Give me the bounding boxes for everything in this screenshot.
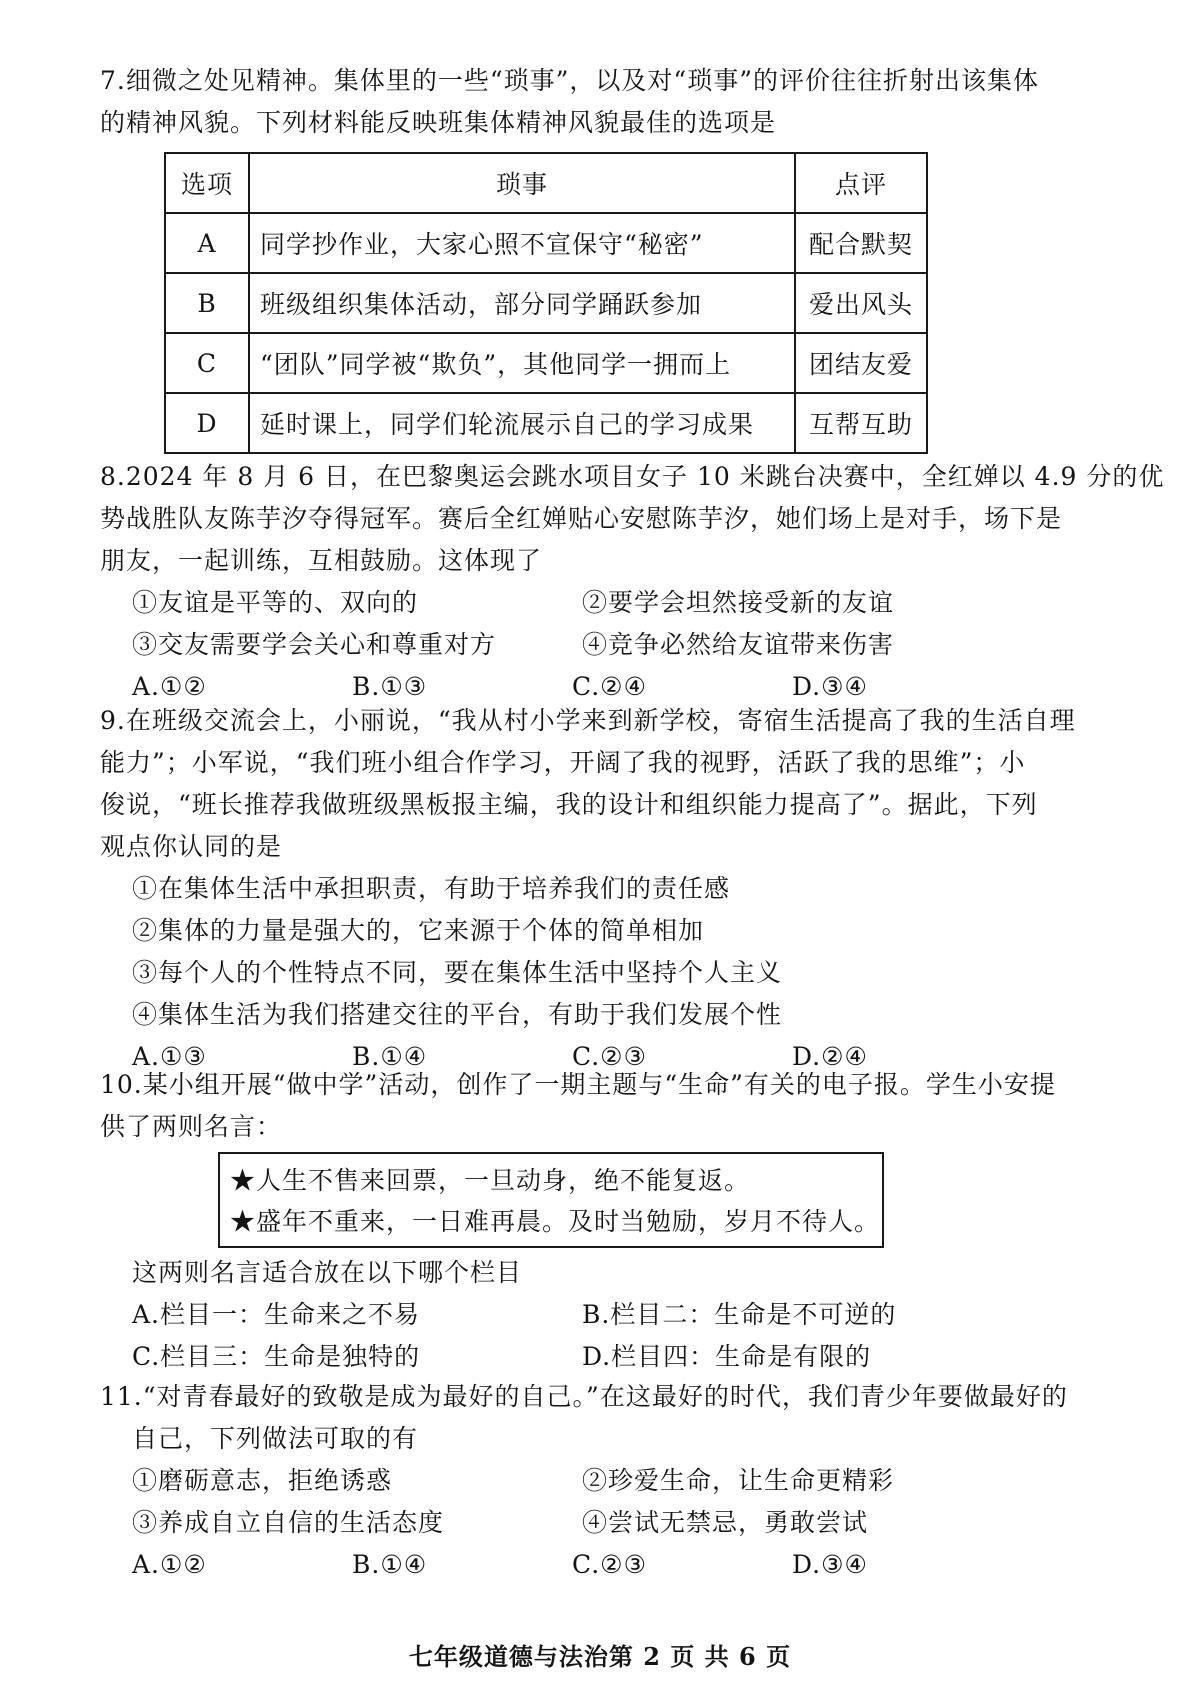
q11-statement-3: ③养成自立自信的生活态度 bbox=[132, 1508, 445, 1537]
q11-option-a[interactable]: A.①② bbox=[132, 1550, 207, 1579]
q11-option-c[interactable]: C.②③ bbox=[572, 1550, 648, 1579]
table-cell-matter: 班级组织集体活动，部分同学踊跃参加 bbox=[249, 273, 795, 333]
page-footer: 七年级道德与法治第 2 页 共 6 页 bbox=[408, 1642, 792, 1671]
q9-stem-line-4: 观点你认同的是 bbox=[100, 832, 283, 861]
q9-statement-3: ③每个人的个性特点不同，要在集体生活中坚持个人主义 bbox=[132, 958, 783, 987]
table-cell-comment: 爱出风头 bbox=[795, 273, 927, 333]
q10-question: 这两则名言适合放在以下哪个栏目 bbox=[132, 1258, 523, 1287]
q11-statement-row-1 bbox=[100, 1460, 1110, 1502]
q9-option-a[interactable]: A.①③ bbox=[132, 1042, 207, 1071]
q7-table bbox=[164, 152, 928, 454]
table-cell-comment: 互帮互助 bbox=[795, 393, 927, 453]
q10-option-row-1 bbox=[100, 1294, 1110, 1336]
q8-statement-1: ①友谊是平等的、双向的 bbox=[132, 588, 419, 617]
q10-option-row-2 bbox=[100, 1336, 1110, 1378]
q10-stem-line-1: 10.某小组开展“做中学”活动，创作了一期主题与“生命”有关的电子报。学生小安提 bbox=[100, 1070, 1056, 1099]
table-header-matter: 琐事 bbox=[249, 153, 795, 213]
table-row bbox=[165, 393, 927, 453]
table-header-option: 选项 bbox=[165, 153, 249, 213]
table-row bbox=[165, 213, 927, 273]
q8-stem-line-2: 势战胜队友陈芋汐夺得冠军。赛后全红婵贴心安慰陈芋汐，她们场上是对手，场下是 bbox=[100, 504, 1063, 533]
table-cell-comment: 配合默契 bbox=[795, 213, 927, 273]
question-10 bbox=[100, 1064, 1110, 1148]
q9-stem-line-1: 9.在班级交流会上，小丽说，“我从村小学来到新学校，寄宿生活提高了我的生活自理 bbox=[100, 706, 1076, 735]
table-cell-option: B bbox=[165, 273, 249, 333]
q11-stem-line-1: 11.“对青春最好的致敬是成为最好的自己。”在这最好的时代，我们青少年要做最好的 bbox=[100, 1382, 1068, 1411]
q8-statement-row-1 bbox=[100, 582, 1110, 624]
q11-statement-4: ④尝试无禁忌，勇敢尝试 bbox=[582, 1508, 869, 1537]
table-header-comment: 点评 bbox=[795, 153, 927, 213]
q10-option-b[interactable]: B.栏目二：生命是不可逆的 bbox=[582, 1300, 897, 1329]
table-cell-comment: 团结友爱 bbox=[795, 333, 927, 393]
q8-option-d[interactable]: D.③④ bbox=[792, 672, 868, 701]
q10-quote-1: ★人生不售来回票，一旦动身，绝不能复返。 bbox=[230, 1166, 751, 1195]
table-cell-matter: “团队”同学被“欺负”，其他同学一拥而上 bbox=[249, 333, 795, 393]
q8-option-b[interactable]: B.①③ bbox=[352, 672, 428, 701]
q10-option-a[interactable]: A.栏目一：生命来之不易 bbox=[132, 1300, 421, 1329]
q11-statement-1: ①磨砺意志，拒绝诱惑 bbox=[132, 1466, 393, 1495]
q8-option-c[interactable]: C.②④ bbox=[572, 672, 648, 701]
table-cell-option: C bbox=[165, 333, 249, 393]
q10-option-d[interactable]: D.栏目四：生命是有限的 bbox=[582, 1342, 872, 1371]
q11-option-b[interactable]: B.①④ bbox=[352, 1550, 428, 1579]
q10-quote-2: ★盛年不重来，一日难再晨。及时当勉励，岁月不待人。 bbox=[230, 1207, 881, 1236]
q9-statement-1: ①在集体生活中承担职责，有助于培养我们的责任感 bbox=[132, 874, 731, 903]
table-row bbox=[165, 273, 927, 333]
q11-statement-row-2 bbox=[100, 1502, 1110, 1544]
q7-stem-line-1: 7.细微之处见精神。集体里的一些“琐事”，以及对“琐事”的评价往往折射出该集体 bbox=[100, 66, 1039, 95]
question-8 bbox=[100, 456, 1165, 708]
question-9 bbox=[100, 700, 1110, 1078]
table-cell-matter: 延时课上，同学们轮流展示自己的学习成果 bbox=[249, 393, 795, 453]
q9-stem-line-3: 俊说，“班长推荐我做班级黑板报主编，我的设计和组织能力提高了”。据此，下列 bbox=[100, 790, 1038, 819]
table-header-row bbox=[165, 153, 927, 213]
q8-option-a[interactable]: A.①② bbox=[132, 672, 207, 701]
q9-option-b[interactable]: B.①④ bbox=[352, 1042, 428, 1071]
question-10-body bbox=[100, 1252, 1110, 1378]
question-7 bbox=[100, 60, 1110, 144]
q7-stem-line-2: 的精神风貌。下列材料能反映班集体精神风貌最佳的选项是 bbox=[100, 108, 777, 137]
q9-option-c[interactable]: C.②③ bbox=[572, 1042, 648, 1071]
question-11 bbox=[100, 1376, 1110, 1586]
q9-statement-4: ④集体生活为我们搭建交往的平台，有助于我们发展个性 bbox=[132, 1000, 783, 1029]
q11-options bbox=[100, 1544, 1110, 1586]
q8-stem-line-3: 朋友，一起训练，互相鼓励。这体现了 bbox=[100, 546, 543, 575]
q9-statement-2: ②集体的力量是强大的，它来源于个体的简单相加 bbox=[132, 916, 705, 945]
table-cell-option: D bbox=[165, 393, 249, 453]
q8-stem-line-1: 8.2024 年 8 月 6 日，在巴黎奥运会跳水项目女子 10 米跳台决赛中，全红婵以 4.9 分的优 bbox=[100, 462, 1165, 491]
q8-statement-row-2 bbox=[100, 624, 1110, 666]
q8-statement-2: ②要学会坦然接受新的友谊 bbox=[582, 588, 895, 617]
q11-option-d[interactable]: D.③④ bbox=[792, 1550, 868, 1579]
table-row bbox=[165, 333, 927, 393]
q8-statement-3: ③交友需要学会关心和尊重对方 bbox=[132, 630, 497, 659]
q9-option-d[interactable]: D.②④ bbox=[792, 1042, 868, 1071]
q8-statement-4: ④竞争必然给友谊带来伤害 bbox=[582, 630, 895, 659]
q10-quote-box bbox=[218, 1152, 884, 1248]
q9-stem-line-2: 能力”；小军说，“我们班小组合作学习，开阔了我的视野，活跃了我的思维”；小 bbox=[100, 748, 1026, 777]
q11-stem-line-2: 自己，下列做法可取的有 bbox=[132, 1424, 419, 1453]
table-cell-option: A bbox=[165, 213, 249, 273]
q10-stem-line-2: 供了两则名言： bbox=[100, 1112, 283, 1141]
q10-option-c[interactable]: C.栏目三：生命是独特的 bbox=[132, 1342, 421, 1371]
q11-statement-2: ②珍爱生命，让生命更精彩 bbox=[582, 1466, 895, 1495]
table-cell-matter: 同学抄作业，大家心照不宣保守“秘密” bbox=[249, 213, 795, 273]
